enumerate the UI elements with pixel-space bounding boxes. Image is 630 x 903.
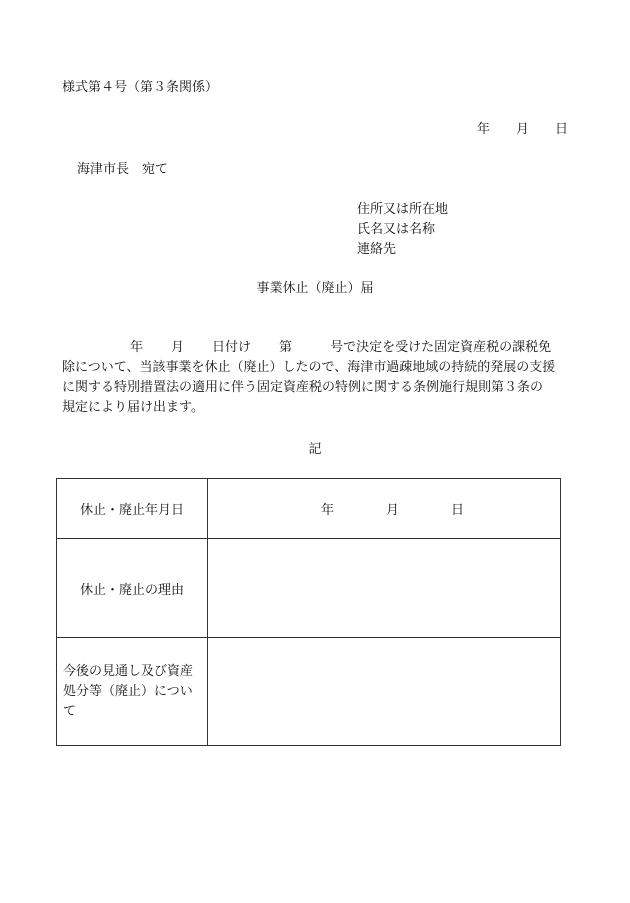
date-month-label: 月 [515, 122, 529, 137]
details-table [56, 478, 561, 746]
table-date-day: 日 [451, 503, 465, 518]
suspension-date-field[interactable] [208, 479, 561, 539]
suspension-date-label: 休止・廃止年月日 [57, 479, 208, 539]
table-row [57, 539, 561, 638]
body-line1-tail: 号で決定を受けた固定資産税の課税免 [330, 340, 552, 355]
suspension-reason-field[interactable] [208, 539, 561, 638]
applicant-contact-label: 連絡先 [357, 242, 397, 257]
ki-heading: 記 [308, 442, 322, 457]
body-day-suffix: 日付け [212, 340, 252, 355]
date-day-label: 日 [554, 122, 568, 137]
document-title: 事業休止（廃止）届 [256, 281, 374, 296]
future-outlook-field[interactable] [208, 638, 561, 746]
table-date-month: 月 [386, 503, 400, 518]
future-outlook-label-line-2: 処分等（廃止）につい [63, 683, 193, 699]
future-outlook-label-line-1: 今後の見通し及び資産 [63, 663, 194, 679]
body-year: 年 [130, 340, 144, 355]
addressee: 海津市長 宛て [77, 162, 169, 177]
body-line-1 [62, 338, 570, 358]
submission-date [477, 121, 568, 139]
body-line-4: 規定により届け出ます。 [62, 400, 204, 415]
table-row [57, 479, 561, 539]
body-number-prefix: 第 [279, 340, 293, 355]
date-year-label: 年 [476, 122, 490, 137]
body-paragraph [62, 338, 570, 418]
table-date-year: 年 [321, 503, 335, 518]
applicant-block [357, 200, 448, 260]
future-outlook-label [57, 638, 208, 746]
body-line-2: 除について、当該事業を休止（廃止）したので、海津市過疎地域の持続的発展の支援 [62, 360, 556, 375]
form-number: 様式第４号（第３条関係） [62, 80, 219, 95]
applicant-name-label: 氏名又は名称 [357, 222, 436, 237]
body-line-3: に関する特別措置法の適用に伴う固定資産税の特例に関する条例施行規則第３条の [62, 380, 544, 395]
table-row [57, 638, 561, 746]
suspension-reason-label: 休止・廃止の理由 [57, 539, 208, 638]
future-outlook-label-line-3: て [63, 703, 77, 719]
body-month: 月 [171, 340, 185, 355]
applicant-address-label: 住所又は所在地 [357, 202, 449, 217]
